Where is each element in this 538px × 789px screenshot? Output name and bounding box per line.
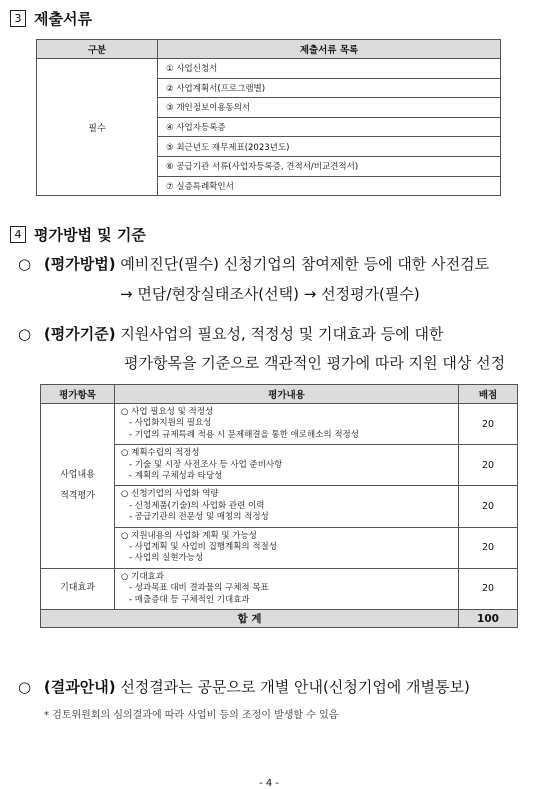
table-header-row (37, 40, 501, 59)
content-heading: ○ 기대효과 (121, 571, 164, 582)
table-row (41, 404, 518, 445)
bullet-text: 예비진단(필수) 신청기업의 참여제한 등에 대한 사전검토 (115, 255, 490, 273)
column-header: 평가항목 (41, 385, 115, 404)
evaluation-method-continuation: → 면담/현장실태조사(선택) → 선정평가(필수) (120, 285, 420, 303)
footnote: * 검토위원회의 심의결과에 따라 사업비 등의 조정이 발생할 수 있음 (44, 710, 339, 721)
column-header: 배점 (459, 385, 518, 404)
score-cell: 20 (459, 445, 518, 486)
column-header: 제출서류 목록 (158, 40, 501, 59)
score-cell: 20 (459, 486, 518, 527)
document-item: ① 사업신청서 (158, 59, 501, 79)
content-subitem: - 사업화지원의 필요성 (129, 418, 212, 429)
bullet-label: (평가방법) (43, 255, 116, 273)
content-subitem: - 계획의 구체성과 타당성 (129, 471, 223, 482)
content-heading: ○ 계획수립의 적정성 (121, 448, 200, 459)
category-line: 사업내용 (60, 469, 95, 480)
category-cell: 기대효과 (41, 568, 115, 609)
section-4-heading (10, 224, 146, 245)
content-cell (115, 568, 459, 609)
content-subitem: - 성과목표 대비 결과물의 구체적 목표 (129, 583, 269, 594)
bullet-text: 선정결과는 공문으로 개별 안내(신청기업에 개별통보) (115, 678, 470, 696)
content-subitem: - 기술 및 시장 사전조사 등 사업 준비사항 (129, 459, 283, 470)
section-number-box: 4 (10, 226, 26, 243)
section-title: 평가방법 및 기준 (34, 226, 146, 244)
table-row (41, 568, 518, 609)
total-row (41, 610, 518, 628)
section-number-box: 3 (10, 10, 26, 27)
bullet-marker: ○ (18, 255, 32, 273)
documents-table (36, 39, 501, 196)
content-heading: ○ 신청기업의 사업화 역량 (121, 489, 219, 500)
content-cell (115, 404, 459, 445)
total-label: 합 계 (41, 610, 459, 628)
result-notice-paragraph (18, 676, 470, 697)
content-heading: ○ 지원내용의 사업화 계획 및 가능성 (121, 530, 257, 541)
content-subitem: - 공급기관의 전문성 및 매칭의 적정성 (129, 512, 269, 523)
section-3-heading (10, 8, 92, 29)
total-score: 100 (459, 610, 518, 628)
evaluation-table (40, 384, 518, 628)
score-cell: 20 (459, 404, 518, 445)
document-item: ⑦ 실증특례확인서 (158, 176, 501, 196)
column-header: 구분 (37, 40, 158, 59)
document-item: ④ 사업자등록증 (158, 117, 501, 137)
score-cell: 20 (459, 527, 518, 568)
category-cell: 필수 (37, 59, 158, 196)
content-cell (115, 486, 459, 527)
bullet-marker: ○ (18, 325, 32, 343)
category-line: 적격평가 (60, 490, 95, 501)
content-cell (115, 445, 459, 486)
document-item: ③ 개인정보이용동의서 (158, 98, 501, 118)
document-item: ⑤ 최근년도 재무제표(2023년도) (158, 137, 501, 157)
section-title: 제출서류 (34, 10, 92, 28)
bullet-marker: ○ (18, 678, 32, 696)
bullet-label: (결과안내) (43, 678, 116, 696)
table-header-row (41, 385, 518, 404)
score-cell: 20 (459, 568, 518, 609)
document-item: ⑥ 공급기관 서류(사업자등록증, 견적서/비교견적서) (158, 156, 501, 176)
evaluation-criteria-paragraph (18, 323, 444, 344)
evaluation-criteria-continuation: 평가항목을 기준으로 객관적인 평가에 따라 지원 대상 선정 (124, 354, 506, 372)
category-cell (41, 404, 115, 569)
page-number: - 4 - (259, 778, 279, 789)
content-subitem: - 사업계획 및 사업비 집행계획의 적절성 (129, 542, 277, 553)
content-subitem: - 사업의 실현가능성 (129, 553, 204, 564)
content-subitem: - 기업의 규제특례 적용 시 문제해결을 통한 애로해소의 적정성 (129, 429, 359, 440)
evaluation-method-paragraph (18, 253, 489, 274)
bullet-label: (평가기준) (43, 325, 116, 343)
content-subitem: - 신청제품(기술)의 사업화 관련 이력 (129, 500, 265, 511)
content-cell (115, 527, 459, 568)
table-row (37, 59, 501, 79)
column-header: 평가내용 (115, 385, 459, 404)
document-item: ② 사업계획서(프로그램별) (158, 78, 501, 98)
content-heading: ○ 사업 필요성 및 적정성 (121, 407, 214, 417)
content-subitem: - 매출증대 등 구체적인 기대효과 (129, 594, 250, 605)
bullet-text: 지원사업의 필요성, 적정성 및 기대효과 등에 대한 (115, 325, 444, 343)
